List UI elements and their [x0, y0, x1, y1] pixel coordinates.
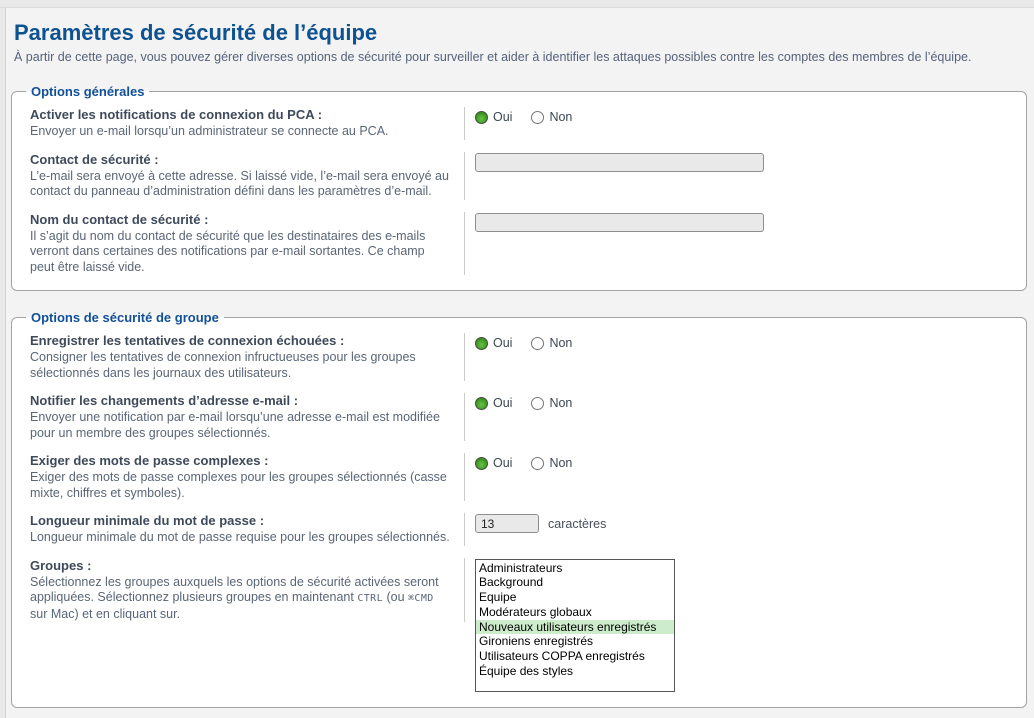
setting-label: Activer les notifications de connexion du PCA :: [30, 107, 323, 122]
setting-row-email-change-notify: [24, 388, 1014, 448]
input-suffix-caracteres: caractères: [548, 516, 607, 531]
fieldset-general-options: [11, 84, 1027, 291]
page-subtitle: À partir de cette page, vous pouvez gérer diverses options de sécurité pour surveiller et aider à identifier les attaques possibles contre les comptes des membres de l’équipe.: [14, 50, 972, 64]
setting-description: [30, 575, 450, 623]
setting-control: [465, 513, 1014, 533]
radio-group-acp-login-notifications: [475, 108, 1014, 124]
min-password-length-input[interactable]: [475, 514, 539, 533]
setting-label: Contact de sécurité :: [30, 151, 159, 167]
setting-description: Envoyer un e-mail lorsqu’un administrateur se connecte au PCA.: [30, 124, 389, 138]
content-panel: [5, 8, 1034, 718]
fieldset-group-security-options: [11, 310, 1027, 708]
setting-control: [465, 107, 1014, 124]
fieldset-general-legend: Options générales: [31, 84, 145, 99]
radio-non[interactable]: [531, 397, 544, 410]
setting-row-security-contact-name: [24, 207, 1014, 283]
radio-non-label: Non: [549, 396, 573, 410]
radio-non-label: Non: [549, 456, 573, 470]
group-option[interactable]: Background: [479, 575, 544, 590]
group-option[interactable]: Nouveaux utilisateurs enregistrés: [476, 620, 674, 635]
setting-label-block: [24, 393, 465, 441]
setting-label-block: [24, 333, 465, 381]
group-option[interactable]: Equipe: [479, 590, 517, 605]
setting-label: Longueur minimale du mot de passe :: [30, 513, 265, 528]
fieldset-group-legend: Options de sécurité de groupe: [31, 310, 219, 325]
radio-non[interactable]: [531, 111, 544, 124]
setting-label-block: [24, 152, 465, 200]
desc-text-after: sur Mac) et en cliquant sur.: [30, 606, 181, 621]
setting-control: [465, 393, 1014, 410]
security-contact-name-input[interactable]: [475, 213, 764, 232]
setting-control: [465, 152, 1014, 172]
setting-row-groups: [24, 553, 1014, 699]
setting-label-block: [24, 107, 465, 140]
setting-label: Nom du contact de sécurité :: [30, 211, 209, 227]
desc-text-before: Sélectionnez les groupes auxquels les options de sécurité activées seront appliquées. Sélectionnez plusieurs groupes en maintenant: [30, 574, 439, 604]
setting-description: Longueur minimale du mot de passe requise pour les groupes sélectionnés.: [30, 530, 450, 544]
group-option[interactable]: Administrateurs: [479, 560, 563, 575]
setting-label: Notifier les changements d’adresse e-mail :: [30, 393, 299, 408]
group-option[interactable]: Modérateurs globaux: [479, 604, 592, 619]
setting-description: L’e-mail sera envoyé à cette adresse. Si laissé vide, l’e-mail sera envoyé au contact du panneau d’administration défini dans les paramètres d’e-mail.: [30, 168, 449, 198]
radio-group-log-failed-logins: [475, 334, 1014, 350]
radio-group-complex-passwords: [475, 454, 1014, 470]
radio-oui-label: Oui: [493, 456, 513, 470]
setting-label: Exiger des mots de passe complexes :: [30, 453, 269, 468]
radio-oui-label: Oui: [493, 110, 513, 124]
radio-oui-selected[interactable]: [475, 457, 488, 470]
groups-listbox[interactable]: [475, 559, 675, 692]
setting-row-acp-login-notifications: [24, 102, 1014, 147]
radio-oui-label: Oui: [493, 336, 513, 350]
radio-oui-label: Oui: [493, 396, 513, 410]
radio-non-label: Non: [549, 336, 573, 350]
radio-oui-selected[interactable]: [475, 337, 488, 350]
radio-oui-selected[interactable]: [475, 397, 488, 410]
setting-label-block: [24, 558, 465, 623]
setting-label: Groupes :: [30, 557, 92, 573]
setting-label-block: [24, 453, 465, 501]
setting-row-min-password-length: [24, 508, 1014, 553]
setting-label: Enregistrer les tentatives de connexion échouées :: [30, 333, 345, 348]
setting-label-block: [24, 212, 465, 276]
group-option[interactable]: Gironiens enregistrés: [479, 634, 594, 649]
setting-control: [465, 558, 1014, 692]
top-margin-strip: [0, 0, 1034, 8]
kbd-ctrl-key: CTRL: [357, 593, 383, 604]
setting-label-block: [24, 513, 465, 546]
page-title: Paramètres de sécurité de l’équipe: [14, 20, 378, 45]
radio-non[interactable]: [531, 337, 544, 350]
setting-description: Consigner les tentatives de connexion infructueuses pour les groupes sélectionnés dans les journaux des utilisateurs.: [30, 350, 416, 380]
setting-row-security-contact: [24, 147, 1014, 207]
security-contact-input[interactable]: [475, 153, 764, 172]
radio-group-email-change-notify: [475, 394, 1014, 410]
setting-control: [465, 453, 1014, 470]
setting-description: Envoyer une notification par e-mail lorsqu’une adresse e-mail est modifiée pour un membre des groupes sélectionnés.: [30, 410, 440, 440]
setting-row-complex-passwords: [24, 448, 1014, 508]
kbd-cmd-key: ⌘CMD: [408, 593, 434, 604]
desc-text-middle: (ou: [383, 590, 409, 604]
group-option[interactable]: Utilisateurs COPPA enregistrés: [479, 649, 645, 664]
group-option[interactable]: Équipe des styles: [479, 664, 574, 679]
radio-non[interactable]: [531, 457, 544, 470]
setting-description: Exiger des mots de passe complexes pour les groupes sélectionnés (casse mixte, chiffres et symboles).: [30, 470, 447, 500]
setting-description: Il s’agit du nom du contact de sécurité que les destinataires des e-mails verront dans certaines des notifications par e-mail sortantes. Ce champ peut être laissé vide.: [30, 228, 426, 274]
radio-oui-selected[interactable]: [475, 111, 488, 124]
setting-control: [465, 333, 1014, 350]
setting-row-log-failed-logins: [24, 328, 1014, 388]
radio-non-label: Non: [549, 110, 573, 124]
setting-control: [465, 212, 1014, 232]
